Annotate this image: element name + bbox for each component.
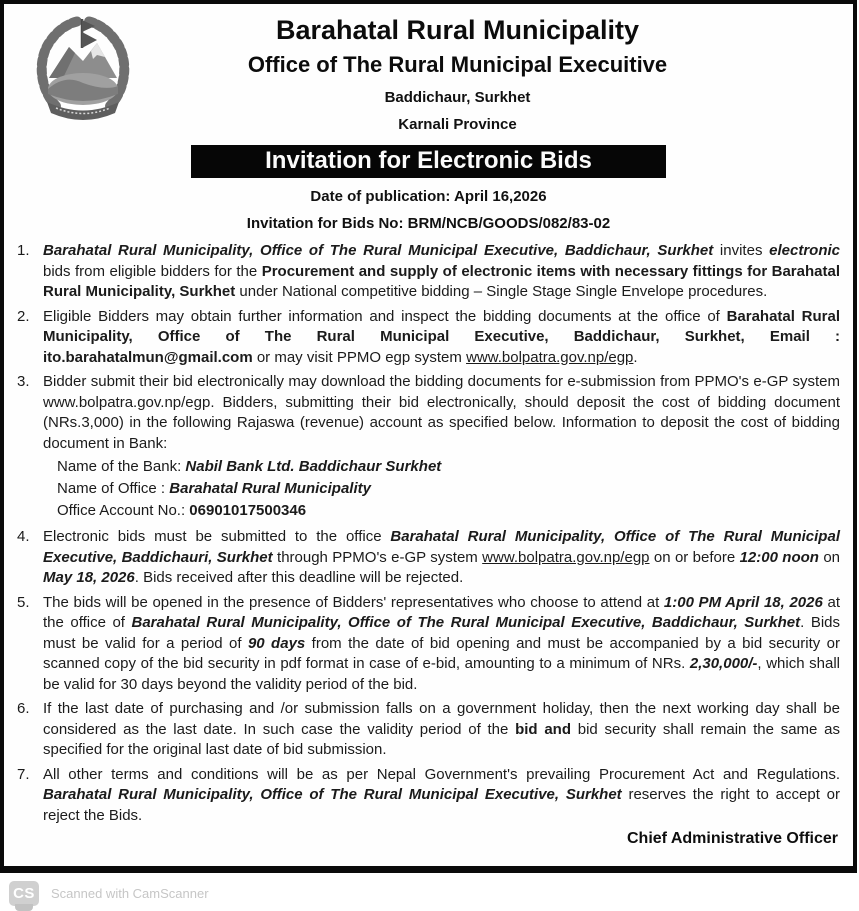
text-run: Office Account No.: [57, 502, 190, 519]
text-run: . [633, 348, 638, 366]
bank-details [43, 457, 840, 521]
text-run: Eligible Bidders may obtain further information and inspect the bidding documents at the office of [43, 307, 727, 325]
text-run: 12:00 noon [739, 548, 819, 566]
text-run: Name of Office : [57, 480, 170, 497]
camscanner-icon: CS [9, 881, 39, 906]
bank-detail-line [57, 479, 840, 499]
municipality-emblem-logo [34, 16, 130, 128]
text-run: through PPMO's e-GP system [272, 548, 483, 566]
text-run: Barahatal Rural Municipality, Office of The Rural Municipal Executive, Baddichaur, Surkhet [131, 614, 801, 631]
item-text [43, 765, 840, 827]
text-run: Barahatal Rural Municipality, Office of The Rural Municipal Executive, Baddichauri, Surkhet [43, 528, 840, 566]
notice-item-5 [17, 593, 840, 696]
text-run: . Bids received after this deadline will be rejected. [134, 569, 464, 586]
item-number: 4. [17, 528, 30, 545]
org-subtitle: Office of The Rural Municipal Execuitive [247, 52, 668, 77]
text-run: If the last date of purchasing and /or submission falls on a government holiday, then the next working day shall be considered as the last date. In such case the validity period of the [43, 700, 840, 738]
text-run: Nabil Bank Ltd. Baddichaur Surkhet [185, 458, 442, 475]
text-run: bids from eligible bidders for the [43, 262, 262, 280]
text-run: under National competitive bidding – Single Stage Single Envelope procedures. [235, 283, 768, 300]
item-number: 5. [17, 593, 30, 611]
text-run: invites [713, 242, 770, 259]
bank-detail-line [57, 501, 840, 521]
text-run: Barahatal Rural Municipality, Office of The Rural Municipal Executive, Baddichaur, Surkhet, Email : ito.barahatalmun@gmail.com [43, 307, 840, 366]
notice-item-6 [17, 699, 840, 761]
org-address: Baddichaur, Surkhet [384, 89, 531, 106]
url-text: www.bolpatra.gov.np/egp [466, 348, 634, 366]
text-run: May 18, 2026 [43, 569, 135, 586]
bank-detail-line [57, 457, 840, 477]
item-text [43, 593, 840, 696]
text-run: . Bids must be valid for a period of [43, 614, 841, 652]
org-province: Karnali Province [398, 116, 517, 133]
text-run: Electronic bids must be submitted to the office [43, 528, 391, 545]
text-run: Barahatal Rural Municipality, Office of The Rural Municipal Executive, Surkhet [43, 786, 622, 803]
item-number: 3. [17, 373, 30, 390]
notice-item-7 [17, 765, 840, 827]
text-run: bid and [515, 720, 571, 738]
text-run: The bids will be opened in the presence of Bidders' representatives who choose to attend at [43, 593, 664, 611]
item-number: 6. [17, 700, 30, 717]
text-run: or may visit PPMO egp system [252, 348, 467, 366]
bid-number: Invitation for Bids No: BRM/NCB/GOODS/082/83-02 [246, 215, 611, 232]
notice-banner-title: Invitation for Electronic Bids [191, 145, 666, 178]
url-text: www.bolpatra.gov.np/egp [482, 548, 650, 566]
item-number: 7. [17, 765, 30, 783]
text-run: on or before [649, 548, 740, 566]
notice-item-2 [17, 307, 840, 369]
bid-notice-list [17, 241, 840, 826]
text-run: , which shall be valid for 30 days beyond the validity period of the bid. [43, 655, 840, 693]
text-run: Barahatal Rural Municipality, Office of The Rural Municipal Executive, Baddichaur, Surkhet [43, 242, 714, 259]
publication-date: Date of publication: April 16,2026 [310, 188, 547, 205]
text-run: from the date of bid opening and must be accompanied by a bid security or scanned copy of the bid security in pdf format in case of e-bid, amounting to a minimum of NRs. [43, 634, 841, 672]
text-run: bid security shall remain the same as specified for the original last date of bid submission. [43, 720, 840, 758]
item-text [43, 372, 840, 523]
text-run: on [818, 548, 841, 566]
text-run: 1:00 PM April 18, 2026 [663, 593, 823, 611]
org-title: Barahatal Rural Municipality [275, 15, 640, 45]
item-text [43, 241, 840, 303]
text-run: electronic [769, 242, 840, 259]
item-text [43, 699, 840, 761]
text-run: Barahatal Rural Municipality [169, 480, 371, 497]
text-run: Procurement and supply of electronic items with necessary fittings for Barahatal Rural Municipality, Surkhet [43, 262, 841, 300]
signature-title: Chief Administrative Officer [626, 830, 838, 847]
text-run: at the office of [43, 593, 840, 631]
text-run: Bidder submit their bid electronically may download the bidding documents for e-submission from PPMO's e-GP system www.bolpatra.gov.np/egp. Bidders, submitting their bid electronically, should deposit the cost of bidding document (NRs.3,000) in the following Rajaswa (revenue) account as specified below. Information to deposit the cost of bidding document in Bank: [43, 373, 840, 452]
notice-item-1 [17, 241, 840, 303]
text-run: reserves the right to accept or reject the Bids. [43, 786, 840, 824]
item-text [43, 527, 840, 589]
camscanner-text: Scanned with CamScanner [51, 886, 209, 901]
item-text [43, 307, 840, 369]
text-run: All other terms and conditions will be as per Nepal Government's prevailing Procurement Act and Regulations. [43, 765, 840, 783]
item-number: 2. [17, 307, 30, 325]
notice-item-4 [17, 527, 840, 589]
text-run: 90 days [247, 634, 306, 652]
text-run: Name of the Bank: [57, 458, 186, 475]
text-run: 06901017500346 [189, 502, 307, 519]
item-number: 1. [17, 242, 30, 259]
notice-item-3 [17, 372, 840, 523]
camscanner-watermark [0, 877, 859, 910]
text-run: 2,30,000/- [689, 655, 758, 672]
